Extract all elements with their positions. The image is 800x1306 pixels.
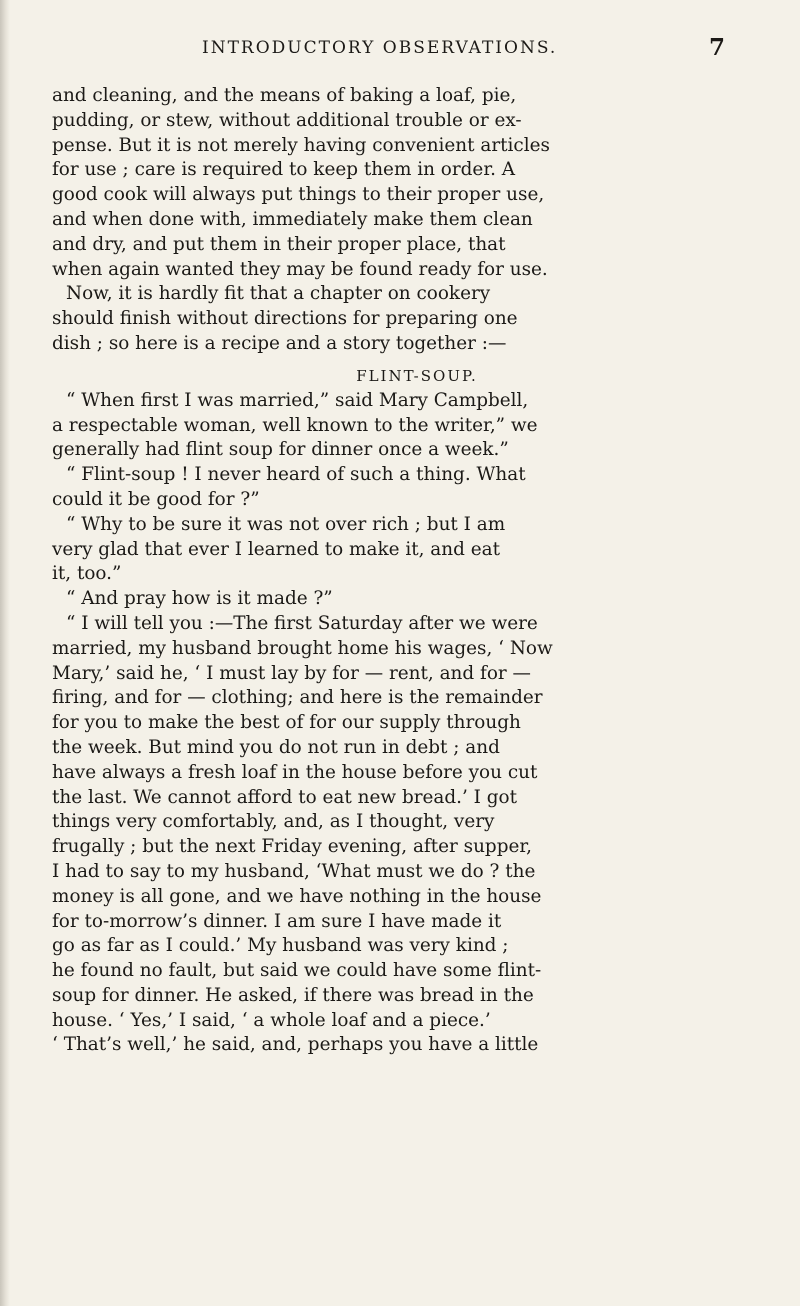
page-number: 7 [709, 34, 726, 61]
text-line: “ When first I was married,” said Mary Campbell, [66, 389, 529, 411]
text-line: “ And pray how is it made ?” [66, 588, 333, 610]
text-line: I had to say to my husband, ‘What must we do ? the [52, 860, 536, 882]
text-line: married, my husband brought home his wages, ‘ Now [52, 637, 553, 659]
text-line: and when done with, immediately make them clean [52, 208, 533, 230]
text-line: a respectable woman, well known to the writer,” we [52, 414, 538, 436]
text-line: money is all gone, and we have nothing in the house [52, 885, 542, 907]
text-line: the last. We cannot afford to eat new bread.’ I got [52, 786, 518, 808]
text-line: should finish without directions for preparing one [52, 308, 518, 330]
text-line: dish ; so here is a recipe and a story together :— [52, 332, 507, 354]
text-line: and cleaning, and the means of baking a loaf, pie, [52, 85, 517, 106]
text-line: the week. But mind you do not run in debt ; and [52, 736, 500, 758]
body-text [52, 84, 782, 1058]
text-line: for to-morrow’s dinner. I am sure I have made it [52, 910, 502, 932]
page-gutter-shadow [0, 0, 10, 1306]
text-line: for you to make the best of for our supply through [52, 712, 521, 734]
text-line: soup for dinner. He asked, if there was bread in the [52, 984, 534, 1006]
text-line: “ Flint-soup ! I never heard of such a thing. What [66, 464, 526, 486]
text-line: house. ‘ Yes,’ I said, ‘ a whole loaf and a piece.’ [52, 1009, 491, 1031]
text-line: when again wanted they may be found ready for use. [52, 258, 548, 280]
section-heading: FLINT-SOUP. [356, 366, 478, 385]
text-line: generally had flint soup for dinner once a week.” [52, 439, 509, 461]
page-header [68, 34, 798, 68]
text-line: “ I will tell you :—The first Saturday after we were [66, 612, 538, 634]
running-head: INTRODUCTORY OBSERVATIONS. [202, 38, 558, 58]
text-line: go as far as I could.’ My husband was very kind ; [52, 935, 509, 957]
text-line: Now, it is hardly fit that a chapter on cookery [66, 283, 491, 305]
text-line: very glad that ever I learned to make it, and eat [52, 538, 500, 560]
text-line: it, too.” [52, 563, 122, 585]
text-line: frugally ; but the next Friday evening, after supper, [52, 836, 532, 858]
text-line: “ Why to be sure it was not over rich ; but I am [66, 513, 506, 535]
text-line: pense. But it is not merely having convenient articles [52, 134, 550, 156]
text-line: and dry, and put them in their proper place, that [52, 233, 506, 255]
text-line: things very comfortably, and, as I thought, very [52, 811, 495, 833]
text-line: firing, and for — clothing; and here is the remainder [52, 687, 543, 709]
text-line: have always a fresh loaf in the house before you cut [52, 761, 538, 783]
text-line: ‘ That’s well,’ he said, and, perhaps you have a little [52, 1034, 539, 1056]
text-line: good cook will always put things to their proper use, [52, 184, 545, 206]
text-line: Mary,’ said he, ‘ I must lay by for — rent, and for — [52, 662, 531, 684]
text-line: he found no fault, but said we could have some flint- [52, 960, 542, 982]
text-line: pudding, or stew, without additional trouble or ex- [52, 109, 522, 131]
text-line: for use ; care is required to keep them in order. A [52, 159, 516, 181]
text-line: could it be good for ?” [52, 488, 260, 510]
